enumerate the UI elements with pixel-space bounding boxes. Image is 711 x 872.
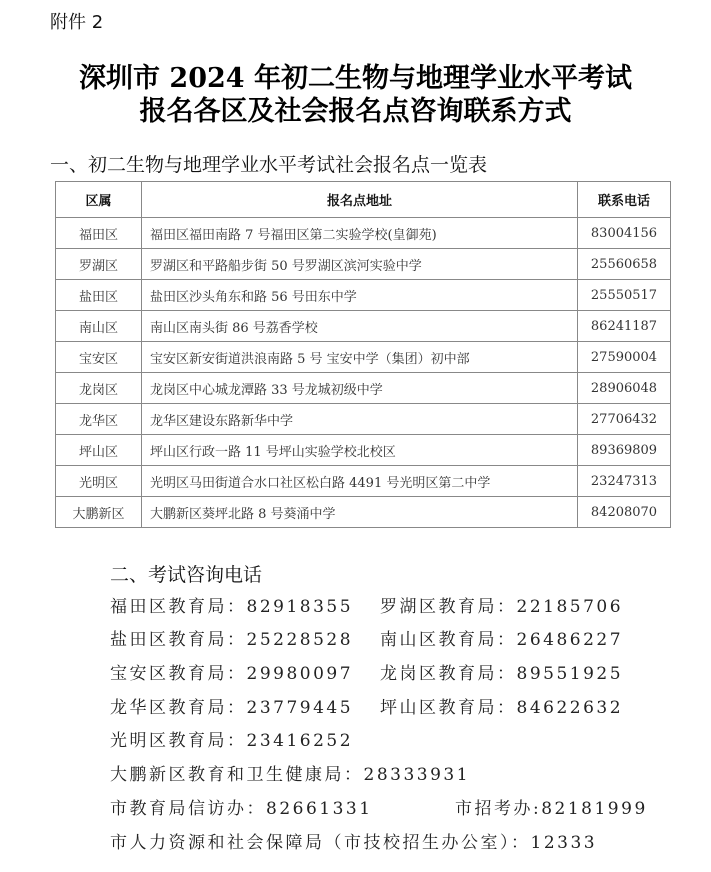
cell-phone: 25550517	[578, 280, 671, 311]
contact-right: 龙岗区教育局：89551925	[380, 664, 624, 684]
cell-district: 盐田区	[56, 280, 142, 311]
contact-left: 盐田区教育局：25228528	[110, 630, 354, 650]
contact-left: 福田区教育局：82918355	[110, 597, 354, 617]
cell-phone: 27706432	[578, 404, 671, 435]
table-row	[56, 373, 671, 404]
document-title-line1: 深圳市 2024 年初二生物与地理学业水平考试	[79, 63, 632, 94]
contact-line	[110, 828, 597, 858]
contact-right: 罗湖区教育局：22185706	[380, 597, 624, 617]
table-header-row	[56, 182, 671, 218]
header-district: 区属	[56, 182, 142, 218]
table-row	[56, 280, 671, 311]
contact-left: 光明区教育局：23416252	[110, 731, 354, 751]
cell-district: 坪山区	[56, 435, 142, 466]
header-phone: 联系电话	[578, 182, 671, 218]
contact-left: 市教育局信访办：82661331	[110, 799, 373, 819]
contact-line	[110, 625, 624, 655]
cell-phone: 28906048	[578, 373, 671, 404]
registration-sites-table	[55, 181, 671, 528]
cell-phone: 25560658	[578, 249, 671, 280]
section2-heading: 二、考试咨询电话	[110, 564, 263, 586]
cell-district: 龙华区	[56, 404, 142, 435]
cell-district: 光明区	[56, 466, 142, 497]
header-address: 报名点地址	[142, 182, 578, 218]
cell-address: 坪山区行政一路 11 号坪山实验学校北校区	[142, 435, 578, 466]
contact-right: 市招考办:82181999	[455, 799, 648, 819]
cell-district: 龙岗区	[56, 373, 142, 404]
contact-right: 坪山区教育局：84622632	[380, 698, 624, 718]
table-row	[56, 311, 671, 342]
cell-phone: 86241187	[578, 311, 671, 342]
cell-phone: 23247313	[578, 466, 671, 497]
table-row	[56, 218, 671, 249]
contact-line	[110, 659, 624, 689]
cell-district: 南山区	[56, 311, 142, 342]
cell-phone: 89369809	[578, 435, 671, 466]
contact-line	[110, 693, 624, 723]
cell-address: 光明区马田街道合水口社区松白路 4491 号光明区第二中学	[142, 466, 578, 497]
table-row	[56, 435, 671, 466]
cell-district: 宝安区	[56, 342, 142, 373]
cell-district: 罗湖区	[56, 249, 142, 280]
contact-line	[110, 726, 353, 756]
contact-left: 大鹏新区教育和卫生健康局：28333931	[110, 765, 471, 785]
contact-left: 宝安区教育局：29980097	[110, 664, 354, 684]
attachment-label: 附件 2	[50, 12, 104, 33]
cell-address: 盐田区沙头角东和路 56 号田东中学	[142, 280, 578, 311]
cell-phone: 27590004	[578, 342, 671, 373]
table-row	[56, 342, 671, 373]
cell-address: 宝安区新安街道洪浪南路 5 号 宝安中学（集团）初中部	[142, 342, 578, 373]
table-row	[56, 249, 671, 280]
document-title-line2: 报名各区及社会报名点咨询联系方式	[139, 96, 572, 127]
cell-address: 罗湖区和平路船步街 50 号罗湖区滨河实验中学	[142, 249, 578, 280]
cell-phone: 84208070	[578, 497, 671, 528]
table-row	[56, 497, 671, 528]
contact-line	[110, 592, 624, 622]
cell-address: 福田区福田南路 7 号福田区第二实验学校(皇御苑)	[142, 218, 578, 249]
cell-address: 龙华区建设东路新华中学	[142, 404, 578, 435]
cell-district: 大鹏新区	[56, 497, 142, 528]
cell-address: 大鹏新区葵坪北路 8 号葵涌中学	[142, 497, 578, 528]
cell-district: 福田区	[56, 218, 142, 249]
cell-address: 龙岗区中心城龙潭路 33 号龙城初级中学	[142, 373, 578, 404]
section1-heading: 一、初二生物与地理学业水平考试社会报名点一览表	[50, 154, 488, 176]
contact-line	[110, 760, 470, 790]
table-row	[56, 404, 671, 435]
contact-line	[110, 794, 648, 824]
contact-left: 市人力资源和社会保障局（市技校招生办公室）：12333	[110, 833, 598, 853]
contact-right: 南山区教育局：26486227	[380, 630, 624, 650]
contact-left: 龙华区教育局：23779445	[110, 698, 354, 718]
cell-address: 南山区南头街 86 号荔香学校	[142, 311, 578, 342]
table-row	[56, 466, 671, 497]
cell-phone: 83004156	[578, 218, 671, 249]
